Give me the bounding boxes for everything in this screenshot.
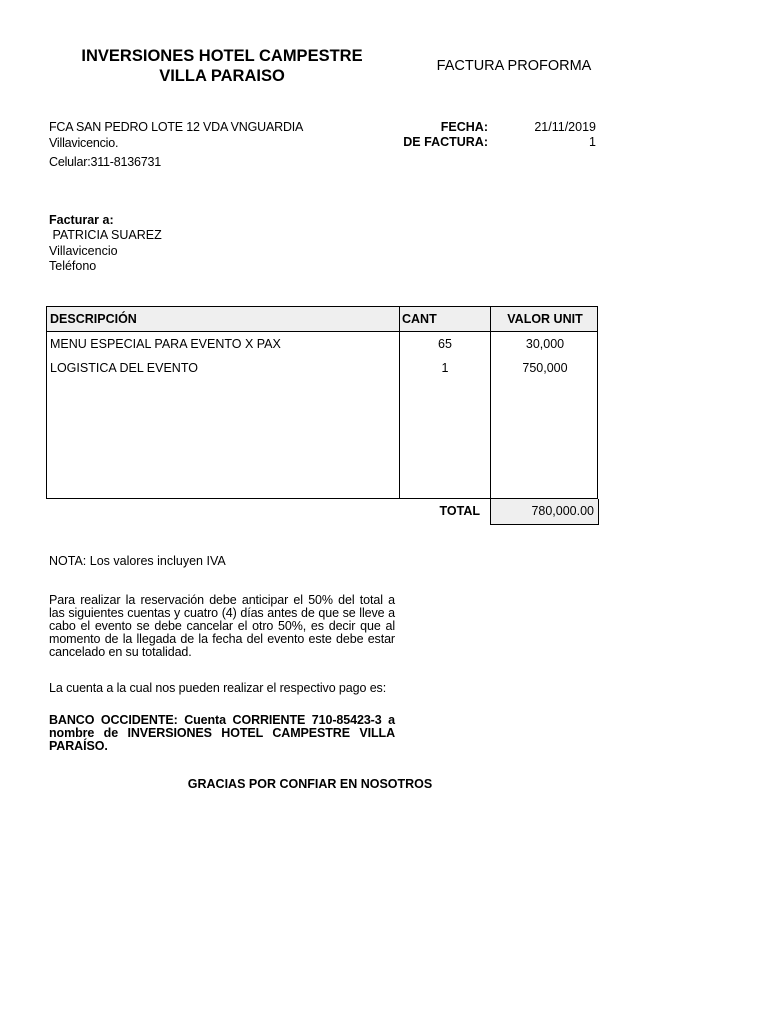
bill-to-phone-label: Teléfono: [49, 259, 97, 273]
thanks-message: GRACIAS POR CONFIAR EN NOSOTROS: [187, 777, 433, 791]
reservation-terms: Para realizar la reservación debe anticipar el 50% del total a las siguientes cuentas y cuatro (4) días antes de que se lleve a cabo el evento se debe cancelar el otro 50%, es decir que al momento de la llegada de la fecha del evento este debe estar cancelado en su totalidad.: [49, 593, 395, 659]
bill-to-heading: Facturar a:: [49, 213, 114, 227]
date-label: FECHA:: [440, 120, 488, 134]
tax-note: NOTA: Los valores incluyen IVA: [49, 554, 226, 568]
total-label: TOTAL: [439, 504, 480, 518]
bill-to-city: Villavicencio: [49, 244, 118, 258]
bank-account-details: BANCO OCCIDENTE: Cuenta CORRIENTE 710-85423-3 a nombre de INVERSIONES HOTEL CAMPESTRE VILLA PARAÍSO.: [49, 713, 395, 753]
column-divider: [490, 307, 491, 498]
issuer-city: Villavicencio.: [49, 136, 119, 150]
company-name: [50, 46, 394, 86]
row-description: LOGISTICA DEL EVENTO: [50, 361, 198, 375]
company-name-line2: VILLA PARAISO: [159, 67, 285, 85]
header-quantity: CANT: [402, 312, 437, 326]
account-intro: La cuenta a la cual nos pueden realizar el respectivo pago es:: [49, 681, 387, 695]
invoice-number-value: 1: [589, 135, 596, 149]
row-quantity: 1: [441, 361, 449, 375]
company-name-line1: INVERSIONES HOTEL CAMPESTRE: [81, 47, 363, 65]
document-type: FACTURA PROFORMA: [436, 58, 592, 74]
issuer-address: FCA SAN PEDRO LOTE 12 VDA VNGUARDIA: [49, 120, 304, 134]
header-unit-price: VALOR UNIT: [507, 312, 583, 326]
row-unit-price: 30,000: [525, 337, 565, 351]
row-unit-price: 750,000: [522, 361, 568, 375]
invoice-number-label: DE FACTURA:: [403, 135, 488, 149]
column-divider: [399, 307, 400, 498]
total-value: 780,000.00: [490, 499, 599, 525]
issuer-phone: Celular:311-8136731: [49, 155, 162, 169]
row-quantity: 65: [438, 337, 452, 351]
date-value: 21/11/2019: [534, 120, 596, 134]
header-description: DESCRIPCIÓN: [50, 312, 137, 326]
bill-to-name: PATRICIA SUAREZ: [49, 228, 162, 242]
items-table: [46, 306, 598, 499]
row-description: MENU ESPECIAL PARA EVENTO X PAX: [50, 337, 281, 351]
